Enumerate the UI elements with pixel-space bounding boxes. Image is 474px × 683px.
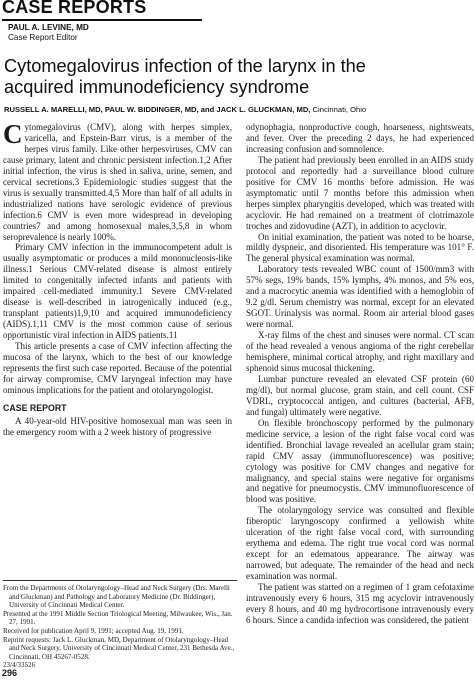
footnote-article-id: 23/4/33526 — [3, 661, 36, 670]
right-paragraph-8: The otolaryngology service was consulted and flexible fiberoptic laryngoscopy confirmed a yellowish white ulceration of the right false vocal cord, with surrounding erythema and edema. The right true vocal cord was normal except for an edematous appearance. The airway was narrowed, but adequate. The remainder of the head and neck examination was normal. — [246, 505, 474, 582]
author-location: Cincinnati, Ohio — [312, 105, 367, 114]
footnote-affiliation: From the Departments of Otolaryngology–Head and Neck Surgery (Drs. Marelli and Gluckman) and Pathology and Laboratory Medicine (Dr. Biddinger), University of Cincinnati Medical Center. — [3, 584, 230, 610]
case-report-paragraph: A 40-year-old HIV-positive homosexual man was seen in the emergency room with a 2 week history of progressive — [3, 415, 232, 437]
right-paragraph-9: The patient was started on a regimen of 1 gram cefotaxime intravenously every 6 hours, 315 mg acyclovir intravenously every 8 hours, and 40 mg hydrocortisone intravenously every 6 hours. Since a candida infection was considered, the patient — [246, 582, 474, 625]
right-paragraph-5: X-ray films of the chest and sinuses were normal. CT scan of the head revealed a venous angioma of the right cerebellar hemisphere, minimal cortical atrophy, and right maxillary and sphenoid sinus mucosal thickening. — [246, 330, 474, 373]
article-title — [4, 56, 472, 98]
footnote-presented: Presented at the 1991 Middle Section Triological Meeting, Milwaukee, Wis., Jan. 27, 1991. — [3, 609, 233, 627]
page-number: 296 — [2, 668, 18, 678]
right-paragraph-4: Laboratory tests revealed WBC count of 1500/mm3 with 57% segs, 19% bands, 15% lymphs, 4% monos, and 5% eos, and a macrocytic anemia was identified with a hemoglobin of 9.2 g/dl. Serum chemistry was normal, except for an elevated SGOT. Urinalysis was normal. Room air arterial blood gases were normal. — [246, 264, 474, 330]
right-paragraph-6: Lumbar puncture revealed an elevated CSF protein (60 mg/dl), but normal glucose, gram stain, and cell count. CSF VDRL, cryptococcal antigen, and cultures (bacterial, AFB, and fungal) ultimately were negative. — [246, 373, 474, 417]
drop-cap: C — [3, 119, 23, 149]
editor-credit — [8, 23, 89, 43]
body-paragraph-3: This article presents a case of CMV infection affecting the mucosa of the larynx, which to the best of our knowledge represents the first such case reported. Because of the potential for airway compromise, CMV laryngeal infection may have ominous implications for the patient and otolaryngologist. — [3, 341, 232, 395]
author-line — [4, 105, 470, 114]
footnotes — [3, 580, 237, 670]
body-paragraph-2: Primary CMV infection in the immunocompetent adult is usually asymptomatic or produces a mild mononucleosis-like illness.1 Serious CMV-related disease is almost entirely limited to congenitally infected infants and patients with impaired cell-mediated immunity.1 Severe CMV-related disease is well-described in iatrogenically induced (e.g., transplant patients)1,9,10 and acquired immunodeficiency (AIDS).1,11 CMV is the most common cause of serious opportunistic viral infection in AIDS patients.11 — [3, 242, 232, 341]
section-title: CASE REPORTS — [2, 0, 147, 17]
footnote-received: Received for publication April 9, 1991; accepted Aug. 19, 1991. — [3, 626, 184, 635]
right-column — [246, 122, 474, 626]
right-paragraph-7: On flexible bronchoscopy performed by the pulmonary medicine service, a lesion of the right false vocal cord was identified. Bronchial lavage revealed an acellular gram stain; rapid CMV assay (immunofluorescence) was positive; cytology was positive for CMV changes and negative for malignancy, and special stains were negative for organisms and negative for pneumocystis. CMV immunofluorescence of blood was positive. — [246, 417, 474, 505]
case-report-heading: CASE REPORT — [3, 402, 67, 413]
right-paragraph-1: odynophagia, nonproductive cough, hoarseness, nightsweats, and fever. Over the preceding 2 days, he had experienced increasing confusion and somnolence. — [246, 122, 474, 154]
author-names: RUSSELL A. MARELLI, MD, PAUL W. BIDDINGER, MD, and JACK L. GLUCKMAN, MD, — [4, 105, 311, 114]
intro-paragraph — [3, 119, 232, 242]
section-header — [2, 0, 202, 21]
intro-text: ytomegalovirus (CMV), along with herpes simplex, varicella, and Epstein-Barr virus, is a member of the herpes virus family. Like other herpesviruses, CMV can cause primary, latent and chronic persistent infection.1,2 After initial infection, the virus is shed in saliva, urine, semen, and cervical secretions.3 Epidemiologic studies suggest that the virus is sexually transmitted.4,5 More than half of all adults in industrialized nations have serologic evidence of previous infection.6 CMV is even more widespread in developing countries7 and among homosexual males,3,5,8 in whom seroprevalence is nearly 100%. — [3, 122, 232, 242]
footnote-reprints: Reprint requests: Jack L. Gluckman, MD, Department of Otolaryngology–Head and Neck Surgery, University of Cincinnati Medical Center, 231 Bethesda Ave., Cincinnati, OH 45267-0528. — [3, 635, 235, 661]
right-paragraph-3: On initial examination, the patient was noted to be hoarse, mildly dyspneic, and disoriented. His temperature was 101° F. The general physical examination was normal. — [246, 231, 474, 264]
right-paragraph-2: The patient had previously been enrolled in an AIDS study protocol and reportedly had a surveillance blood culture positive for CMV 16 months before admission. He was asymptomatic until 7 months before this admission when herpes simplex pharyngitis developed, which was treated with acyclovir. He had remained on a treatment of clotrimazole troches and zidovudine (AZT), in addition to acyclovir. — [246, 154, 474, 231]
editor-role: Case Report Editor — [8, 33, 78, 42]
editor-name: PAUL A. LEVINE, MD — [8, 23, 89, 32]
article-title-line-2: acquired immunodeficiency syndrome — [4, 77, 310, 97]
left-column — [3, 119, 232, 438]
article-title-line-1: Cytomegalovirus infection of the larynx in the — [4, 56, 366, 76]
